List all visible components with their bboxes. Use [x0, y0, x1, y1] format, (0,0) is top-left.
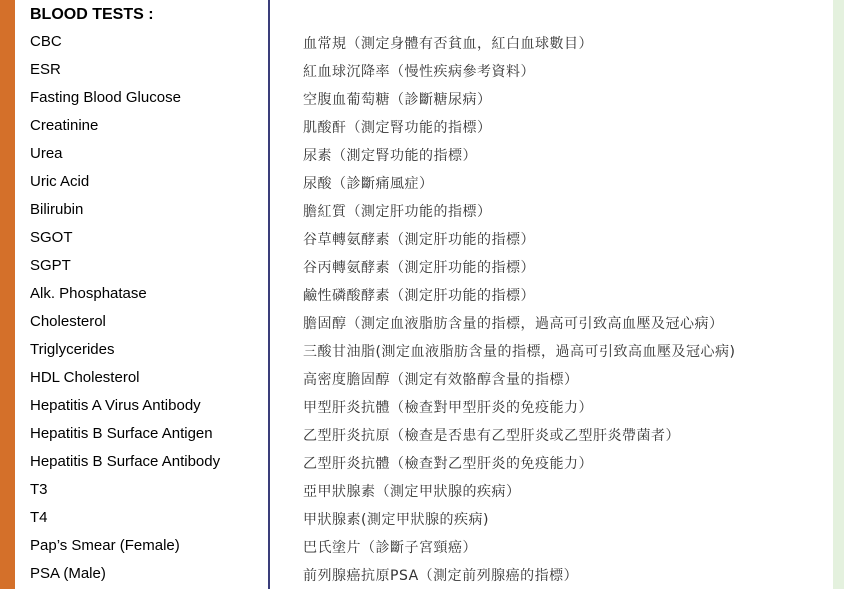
test-row [0, 86, 833, 114]
test-row [0, 114, 833, 142]
test-description: 高密度膽固醇（測定有效骼醇含量的指標） [303, 372, 579, 388]
test-description: 膽紅質（測定肝功能的指標） [303, 204, 492, 220]
section-heading: BLOOD TESTS : [30, 6, 154, 23]
test-description: 尿素（測定腎功能的指標） [303, 148, 477, 164]
test-row [0, 142, 833, 170]
test-name: Uric Acid [30, 173, 90, 190]
test-description: 三酸甘油脂(測定血液脂肪含量的指標，過高可引致高血壓及冠心病) [303, 344, 736, 360]
test-row [0, 254, 833, 282]
test-name: Hepatitis A Virus Antibody [30, 397, 201, 414]
test-description: 甲狀腺素(測定甲狀腺的疾病) [303, 512, 489, 528]
test-name: Triglycerides [30, 341, 115, 358]
test-row [0, 450, 833, 478]
test-name: Cholesterol [30, 313, 106, 330]
test-name: T3 [30, 481, 48, 498]
test-description: 谷草轉氨酵素（測定肝功能的指標） [303, 232, 535, 248]
test-name: SGOT [30, 229, 73, 246]
test-description: 尿酸（診斷痛風症） [303, 176, 434, 192]
test-name: CBC [30, 33, 62, 50]
test-name: Creatinine [30, 117, 99, 134]
test-name: Pap’s Smear (Female) [30, 537, 180, 554]
test-description: 血常規（測定身體有否貧血，紅白血球數目） [303, 36, 593, 52]
test-description: 巴氏塗片（診斷子宮頸癌） [303, 540, 477, 556]
test-description: 肌酸酐（測定腎功能的指標） [303, 120, 492, 136]
test-description: 膽固醇（測定血液脂肪含量的指標，過高可引致高血壓及冠心病） [303, 316, 724, 332]
test-description: 前列腺癌抗原PSA（測定前列腺癌的指標） [303, 568, 579, 584]
test-name: SGPT [30, 257, 71, 274]
test-description: 亞甲狀腺素（測定甲狀腺的疾病） [303, 484, 521, 500]
test-description: 乙型肝炎抗原（檢查是否患有乙型肝炎或乙型肝炎帶菌者） [303, 428, 680, 444]
test-row [0, 534, 833, 562]
test-row [0, 282, 833, 310]
test-row [0, 58, 833, 86]
test-name: Hepatitis B Surface Antigen [30, 425, 213, 442]
test-name: PSA (Male) [30, 565, 106, 582]
test-list [0, 30, 833, 589]
test-name: Fasting Blood Glucose [30, 89, 181, 106]
test-name: ESR [30, 61, 61, 78]
test-name: Bilirubin [30, 201, 84, 218]
test-row [0, 198, 833, 226]
test-description: 鹼性磷酸酵素（測定肝功能的指標） [303, 288, 535, 304]
test-row [0, 506, 833, 534]
test-name: T4 [30, 509, 48, 526]
test-row [0, 478, 833, 506]
test-description: 紅血球沉降率（慢性疾病參考資料） [303, 64, 535, 80]
test-description: 谷丙轉氨酵素（測定肝功能的指標） [303, 260, 535, 276]
right-accent-bar [833, 0, 844, 589]
test-description: 甲型肝炎抗體（檢查對甲型肝炎的免疫能力） [303, 400, 593, 416]
test-row [0, 170, 833, 198]
test-description: 空腹血葡萄糖（診斷糖尿病） [303, 92, 492, 108]
test-row [0, 310, 833, 338]
test-description: 乙型肝炎抗體（檢查對乙型肝炎的免疫能力） [303, 456, 593, 472]
test-row [0, 30, 833, 58]
test-row [0, 338, 833, 366]
test-row [0, 226, 833, 254]
test-name: Alk. Phosphatase [30, 285, 147, 302]
test-name: Urea [30, 145, 63, 162]
test-name: HDL Cholesterol [30, 369, 140, 386]
test-name: Hepatitis B Surface Antibody [30, 453, 221, 470]
test-row [0, 366, 833, 394]
test-row [0, 422, 833, 450]
test-row [0, 562, 833, 589]
test-row [0, 394, 833, 422]
